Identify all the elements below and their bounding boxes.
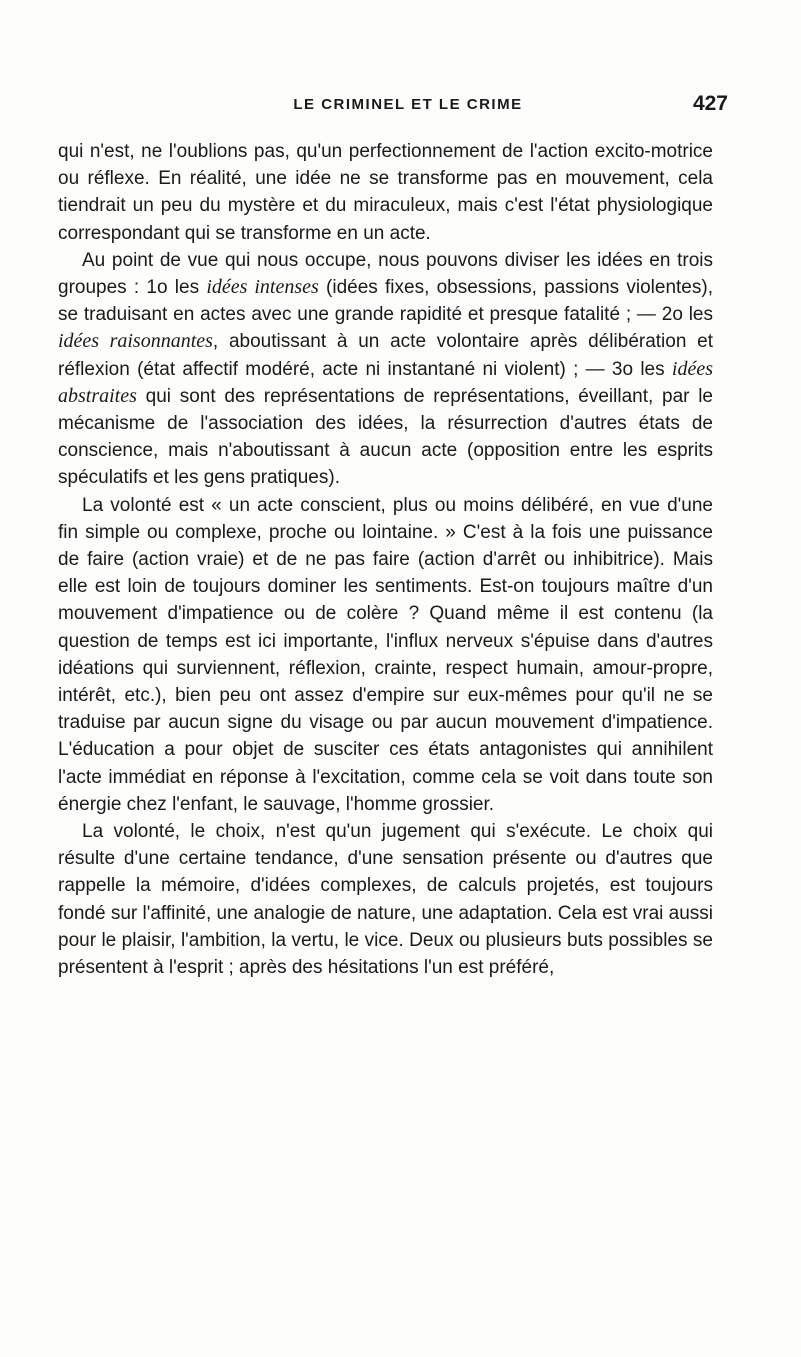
- page-header: [58, 92, 728, 122]
- text-run: La volonté, le choix, n'est qu'un jugement qui s'exécute. Le choix qui résulte d'une certaine tendance, d'une sensation présente ou d'autres que rappelle la mémoire, d'idées complexes, de calculs projetés, est toujours fondé sur l'affinité, une analogie de nature, une adaptation. Cela est vrai aussi pour le plaisir, l'ambition, la vertu, le vice. Deux ou plusieurs buts possibles se présentent à l'esprit ; après des hésitations l'un est préféré,: [58, 821, 713, 979]
- running-title: LE CRIMINEL ET LE CRIME: [293, 96, 523, 113]
- paragraph: [58, 247, 713, 492]
- text-run: La volonté est « un acte conscient, plus ou moins délibéré, en vue d'une fin simple ou complexe, proche ou lointaine. » C'est à la fois une puissance de faire (action vraie) et de ne pas faire (action d'arrêt ou inhibitrice). Mais elle est loin de toujours dominer les sentiments. Est-on toujours maître d'un mouvement d'impatience ou de colère ? Quand même il est contenu (la question de temps est ici importante, l'influx nerveux s'épuise dans d'autres idéations qui surviennent, réflexion, crainte, respect humain, amour-propre, intérêt, etc.), bien peu ont assez d'empire sur eux-mêmes pour qu'il ne se traduise par aucun signe du visage ou par aucun mouvement d'impatience. L'éducation a pour objet de susciter ces états antagonistes qui annihilent l'acte immédiat en réponse à l'excitation, comme cela se voit dans toute son énergie chez l'enfant, le sauvage, l'homme grossier.: [58, 494, 713, 815]
- paragraph: [58, 492, 713, 818]
- italic-term: idées abstraites: [58, 357, 713, 407]
- body-text: [58, 138, 713, 981]
- text-run: (idées fixes, obsessions, passions violentes), se traduisant en actes avec une grande rapidité et presque fatalité ; — 2o les: [58, 277, 713, 326]
- text-run: , aboutissant à un acte volontaire après délibération et réflexion (état affectif modéré, acte ni instantané ni violent) ; — 3o les: [58, 331, 714, 380]
- paragraph: [58, 818, 713, 981]
- text-run: qui sont des représentations de représentations, éveillant, par le mécanisme de l'association des idées, la résurrection d'autres états de conscience, mais n'aboutissant à aucun acte (opposition entre les esprits spéculatifs et les gens pratiques).: [58, 385, 713, 489]
- italic-term: idées raisonnantes: [58, 330, 213, 353]
- page-number: 427: [692, 92, 728, 115]
- text-run: Au point de vue qui nous occupe, nous pouvons diviser les idées en trois groupes : 1o les: [58, 249, 713, 299]
- paragraph: [58, 138, 713, 247]
- italic-term: idées intenses: [206, 276, 319, 299]
- text-run: qui n'est, ne l'oublions pas, qu'un perfectionnement de l'action excito-motrice ou réflexe. En réalité, une idée ne se transforme pas en mouvement, cela tiendrait un peu du mystère et du miraculeux, mais c'est l'état physiologique correspondant qui se transforme en un acte.: [58, 141, 713, 244]
